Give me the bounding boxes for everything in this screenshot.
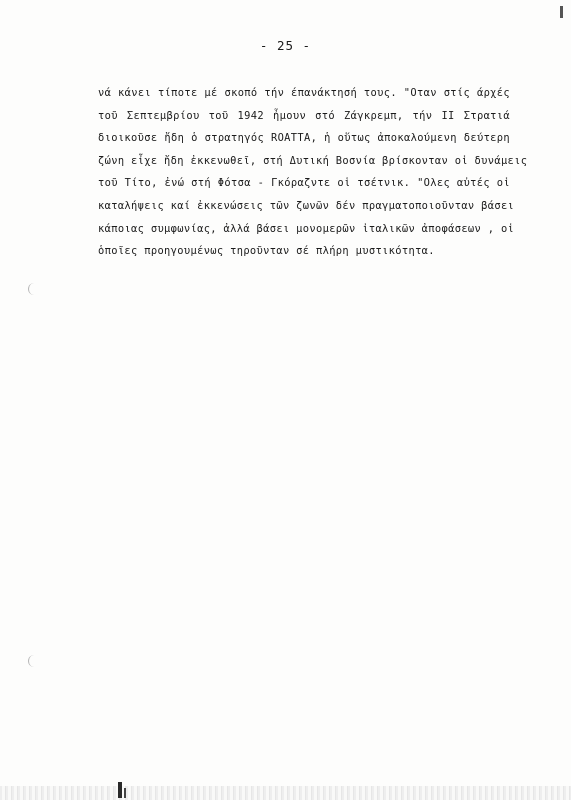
scan-bottom-edge xyxy=(0,786,571,800)
text-line: νά κάνει τίποτε μέ σκοπό τήν έπανάκτησή τους. "Οταν στίς άρχές xyxy=(98,87,510,99)
text-line: διοικοῦσε ἤδη ὁ στρατηγός ROATTA, ἡ οὕτως ἀποκαλούμενη δεύτερη xyxy=(98,132,510,145)
text-line: κάποιας συμφωνίας, ἀλλά βάσει μονομερῶν ἰταλικῶν ἀποφάσεων , οἱ xyxy=(98,222,515,235)
body-paragraph xyxy=(98,82,528,263)
text-line: καταλήψεις καί ἐκκενώσεις τῶν ζωνῶν δέν πραγματοποιοῦνταν βάσει xyxy=(98,199,515,212)
punch-hole-mark xyxy=(28,283,38,295)
scan-artifact-mark xyxy=(118,782,122,798)
text-line: τοῦ Σεπτεμβρίου τοῦ 1942 ἦμουν στό Ζάγκρεμπ, τήν II Στρατιά xyxy=(98,109,510,122)
text-line: τοῦ Τίτο, ἐνώ στή Φότσα - Γκόραζντε οἱ τσέτνικ. "Ολες αὐτές οἱ xyxy=(98,177,510,190)
punch-hole-mark xyxy=(28,655,38,667)
text-line: ζώνη εἶχε ἤδη ἐκκενωθεῖ, στή Δυτική Βοσνία βρίσκονταν οἱ δυνάμεις xyxy=(98,154,528,167)
text-line: ὁποῖες προηγουμένως τηροῦνταν σέ πλήρη μυστικότητα. xyxy=(98,245,435,258)
scan-artifact-mark xyxy=(560,6,563,18)
scan-artifact-mark xyxy=(124,788,126,798)
page-number: - 25 - xyxy=(259,38,312,53)
